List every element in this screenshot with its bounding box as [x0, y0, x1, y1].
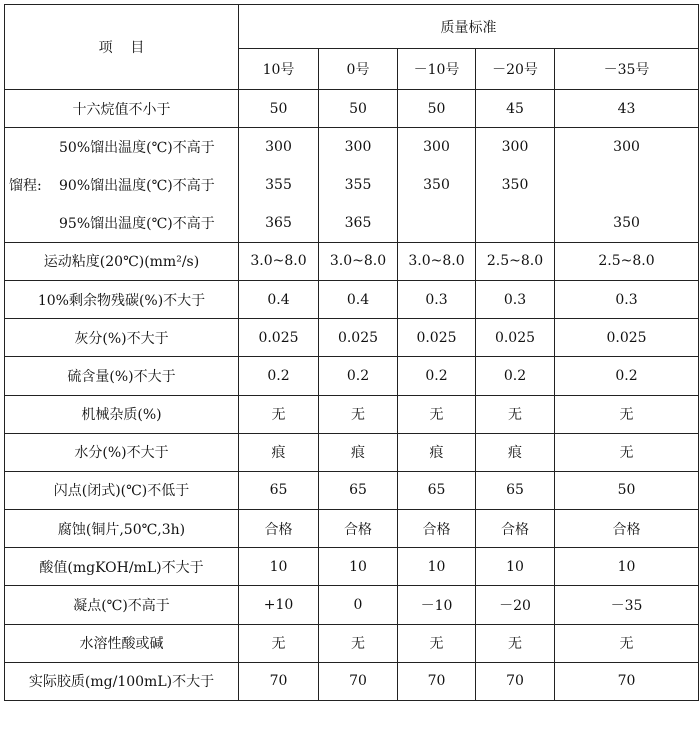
table-row — [5, 395, 699, 433]
cell-value: 无 — [239, 624, 319, 662]
cell-value — [398, 204, 476, 242]
cell-value: 365 — [239, 204, 319, 242]
table-row — [5, 433, 699, 471]
cell-value: －35 — [555, 586, 699, 624]
cell-value: 合格 — [239, 510, 319, 548]
row-label-cell — [5, 204, 239, 242]
cell-value: 无 — [319, 395, 398, 433]
cell-value: 0.2 — [319, 357, 398, 395]
cell-value — [476, 204, 555, 242]
cell-value: 痕 — [319, 433, 398, 471]
cell-value: 痕 — [398, 433, 476, 471]
row-label: 腐蚀(铜片,50℃,3h) — [5, 510, 239, 548]
cell-value: 50 — [239, 90, 319, 128]
cell-value: 0.2 — [398, 357, 476, 395]
cell-value: 无 — [398, 624, 476, 662]
row-label: 酸值(mgKOH/mL)不大于 — [5, 548, 239, 586]
table-row — [5, 510, 699, 548]
table-row — [5, 357, 699, 395]
cell-value: 300 — [476, 128, 555, 166]
quality-standard-label: 质量标准 — [440, 19, 497, 36]
row-label-cell — [5, 166, 239, 204]
cell-value: 合格 — [398, 510, 476, 548]
row-label: 95%馏出温度(℃)不高于 — [59, 215, 215, 232]
row-label: 十六烷值不小于 — [5, 90, 239, 128]
table-row — [5, 166, 699, 204]
row-label: 闪点(闭式)(℃)不低于 — [5, 471, 239, 509]
row-label: 50%馏出温度(℃)不高于 — [59, 140, 215, 157]
cell-value: 3.0~8.0 — [398, 242, 476, 280]
header-row — [5, 5, 699, 49]
table-row — [5, 624, 699, 662]
cell-value: 无 — [476, 624, 555, 662]
row-label-cell — [5, 128, 239, 166]
cell-value: 355 — [239, 166, 319, 204]
table-row — [5, 204, 699, 242]
cell-value: 无 — [239, 395, 319, 433]
grade-header: －10号 — [398, 49, 476, 90]
cell-value: 合格 — [555, 510, 699, 548]
grade-header: 0号 — [319, 49, 398, 90]
cell-value: 0.3 — [555, 280, 699, 318]
cell-value: +10 — [239, 586, 319, 624]
cell-value: 365 — [319, 204, 398, 242]
cell-value: 0.4 — [239, 280, 319, 318]
cell-value: 70 — [555, 662, 699, 700]
cell-value: 0.025 — [319, 319, 398, 357]
cell-value: 10 — [476, 548, 555, 586]
cell-value: 0.025 — [239, 319, 319, 357]
cell-value: 无 — [555, 395, 699, 433]
cell-value: 3.0~8.0 — [319, 242, 398, 280]
cell-value: 痕 — [239, 433, 319, 471]
cell-value: 350 — [398, 166, 476, 204]
cell-value: 0.4 — [319, 280, 398, 318]
cell-value: 50 — [555, 471, 699, 509]
cell-value: 0 — [319, 586, 398, 624]
cell-value: 0.3 — [398, 280, 476, 318]
cell-value: 50 — [319, 90, 398, 128]
row-label: 硫含量(%)不大于 — [5, 357, 239, 395]
table-row — [5, 662, 699, 700]
cell-value: 合格 — [476, 510, 555, 548]
table-row — [5, 471, 699, 509]
cell-value: 0.2 — [239, 357, 319, 395]
cell-value: 10 — [319, 548, 398, 586]
cell-value: 10 — [239, 548, 319, 586]
row-label: 10%剩余物残碳(%)不大于 — [5, 280, 239, 318]
table-row — [5, 586, 699, 624]
cell-value: 痕 — [476, 433, 555, 471]
row-label: 凝点(℃)不高于 — [5, 586, 239, 624]
cell-value: 350 — [476, 166, 555, 204]
cell-value: －20 — [476, 586, 555, 624]
cell-value: 300 — [239, 128, 319, 166]
cell-value: 无 — [555, 624, 699, 662]
cell-value: 300 — [555, 128, 699, 166]
cell-value: 43 — [555, 90, 699, 128]
table-row — [5, 242, 699, 280]
row-label: 灰分(%)不大于 — [5, 319, 239, 357]
cell-value: 10 — [398, 548, 476, 586]
grade-header: －20号 — [476, 49, 555, 90]
cell-value: 2.5~8.0 — [476, 242, 555, 280]
cell-value: 70 — [319, 662, 398, 700]
cell-value: 65 — [398, 471, 476, 509]
row-label: 机械杂质(%) — [5, 395, 239, 433]
diesel-quality-standard-table — [4, 4, 699, 701]
cell-value: 65 — [239, 471, 319, 509]
row-label: 水分(%)不大于 — [5, 433, 239, 471]
cell-value: 0.025 — [555, 319, 699, 357]
row-label: 实际胶质(mg/100mL)不大于 — [5, 662, 239, 700]
grade-header: 10号 — [239, 49, 319, 90]
row-label: 水溶性酸或碱 — [5, 624, 239, 662]
cell-value: 70 — [239, 662, 319, 700]
cell-value: 10 — [555, 548, 699, 586]
cell-value: 45 — [476, 90, 555, 128]
cell-value: 0.2 — [476, 357, 555, 395]
cell-value: 355 — [319, 166, 398, 204]
cell-value: 65 — [319, 471, 398, 509]
cell-value: 350 — [555, 204, 699, 242]
table-row — [5, 90, 699, 128]
quality-standard-header-cell — [239, 5, 699, 49]
cell-value: 无 — [398, 395, 476, 433]
cell-value: 3.0~8.0 — [239, 242, 319, 280]
cell-value: 0.3 — [476, 280, 555, 318]
cell-value: 0.025 — [476, 319, 555, 357]
cell-value — [555, 166, 699, 204]
cell-value: －10 — [398, 586, 476, 624]
cell-value: 65 — [476, 471, 555, 509]
table-row — [5, 319, 699, 357]
row-label: 90%馏出温度(℃)不高于 — [59, 177, 215, 194]
cell-value: 70 — [398, 662, 476, 700]
grade-header: －35号 — [555, 49, 699, 90]
cell-value: 0.2 — [555, 357, 699, 395]
cell-value: 50 — [398, 90, 476, 128]
row-label: 运动粘度(20℃)(mm²/s) — [5, 242, 239, 280]
cell-value: 300 — [319, 128, 398, 166]
cell-value: 无 — [319, 624, 398, 662]
cell-value: 70 — [476, 662, 555, 700]
distillation-prefix: 馏程: — [9, 177, 42, 194]
cell-value: 300 — [398, 128, 476, 166]
table-row — [5, 548, 699, 586]
cell-value: 无 — [555, 433, 699, 471]
table-row — [5, 280, 699, 318]
item-header-label: 项 目 — [98, 40, 145, 56]
cell-value: 2.5~8.0 — [555, 242, 699, 280]
item-header-cell — [5, 5, 239, 90]
cell-value: 合格 — [319, 510, 398, 548]
cell-value: 无 — [476, 395, 555, 433]
cell-value: 0.025 — [398, 319, 476, 357]
table-row — [5, 128, 699, 166]
